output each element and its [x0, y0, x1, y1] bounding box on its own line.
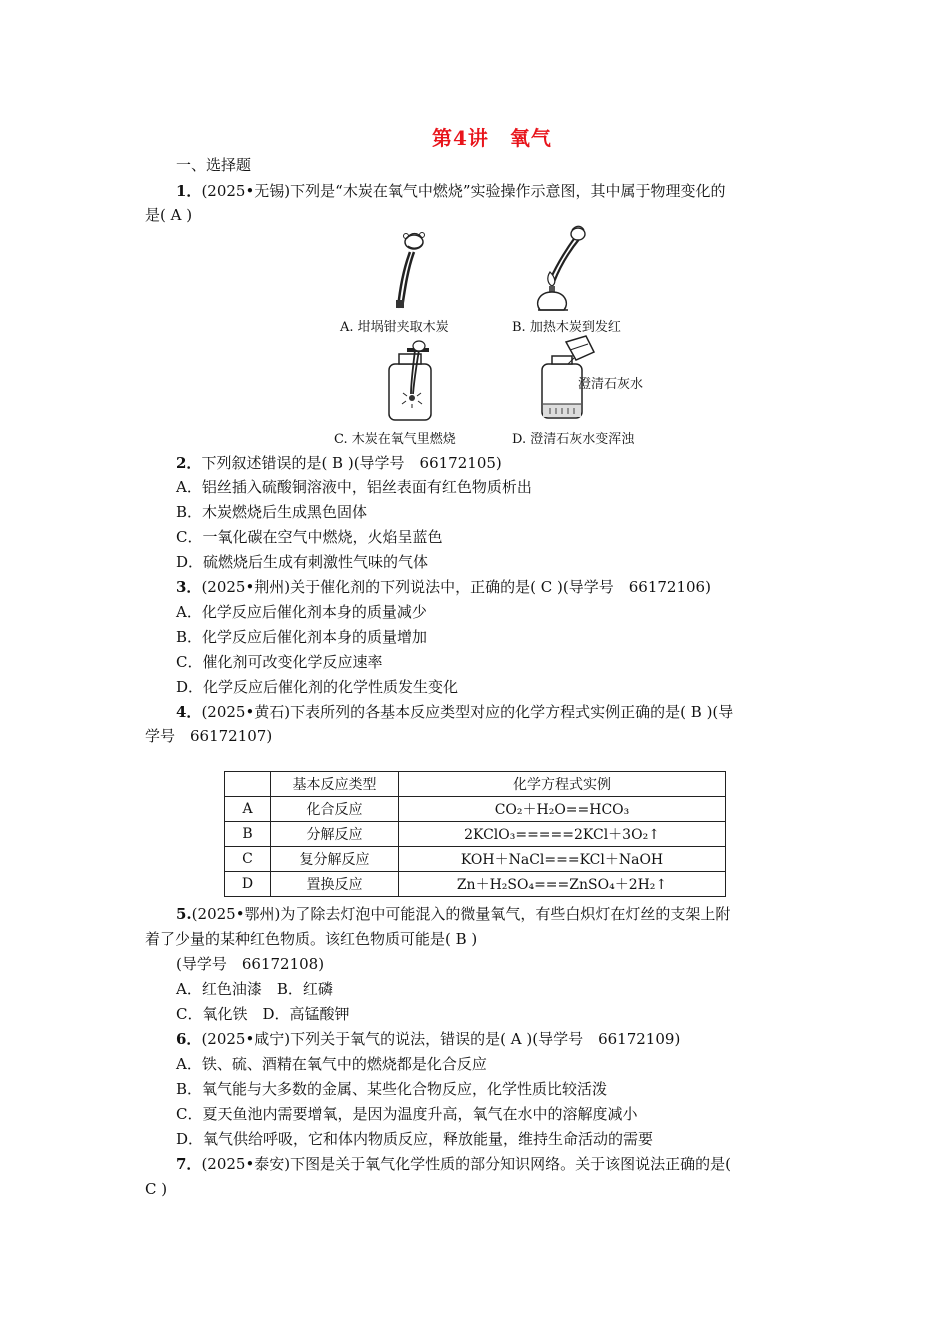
q2-stem: 2．下列叙述错误的是( B )(导学号 66172105): [176, 454, 502, 472]
table-cell: 复分解反应: [271, 847, 399, 872]
q1-stem-line2: 是( A ): [145, 206, 193, 224]
table-cell: B: [225, 822, 271, 847]
table-header-cell: 基本反应类型: [271, 772, 399, 797]
figure-b-caption: B. 加热木炭到发红: [512, 320, 621, 335]
page-title: 第4讲 氧气: [432, 126, 552, 150]
q6-option-d: D．氧气供给呼吸，它和体内物质反应，释放能量，维持生命活动的需要: [176, 1130, 654, 1148]
q4-stem-line2: 学号 66172107): [145, 727, 273, 745]
table-cell: CO₂＋H₂O==HCO₃: [399, 797, 726, 822]
q7-number: 7．: [176, 1155, 202, 1173]
reaction-table: [224, 771, 726, 897]
table-row: [225, 797, 726, 822]
q7-stem-line2: C ): [145, 1180, 168, 1198]
table-row: [225, 872, 726, 897]
q4-stem-line1: 4．(2025•黄石)下表所列的各基本反应类型对应的化学方程式实例正确的是( B )(导: [176, 703, 734, 721]
table-cell: Zn＋H₂SO₄===ZnSO₄＋2H₂↑: [399, 872, 726, 897]
q1-number: 1．: [176, 182, 202, 200]
q3-option-c: C．催化剂可改变化学反应速率: [176, 653, 383, 671]
q3-stem: 3．(2025•荆州)关于催化剂的下列说法中，正确的是( C )(导学号 66172106): [176, 578, 711, 596]
q2-option-d: D．硫燃烧后生成有刺激性气味的气体: [176, 553, 429, 571]
table-header-cell: [225, 772, 271, 797]
q5-stem-line2: 着了少量的某种红色物质。该红色物质可能是( B ): [145, 930, 478, 948]
figure-d-caption: D. 澄清石灰水变浑浊: [512, 432, 635, 447]
q1-stem-line1: 1．(2025•无锡)下列是“木炭在氧气中燃烧”实验操作示意图，其中属于物理变化的: [176, 182, 726, 200]
q6-stem: 6．(2025•咸宁)下列关于氧气的说法，错误的是( A )(导学号 66172109): [176, 1030, 681, 1048]
figure-c-burning: [385, 338, 439, 422]
q2-option-b: B．木炭燃烧后生成黑色固体: [176, 503, 368, 521]
q5-options-cd: C．氧化铁 D．高锰酸钾: [176, 1005, 350, 1023]
q5-stem-line3: (导学号 66172108): [176, 955, 325, 973]
q2-option-a: A．铝丝插入硫酸铜溶液中，铝丝表面有红色物质析出: [176, 478, 532, 496]
q4-number: 4．: [176, 703, 202, 721]
figure-c-caption: C. 木炭在氧气里燃烧: [334, 432, 456, 447]
table-cell: 置换反应: [271, 872, 399, 897]
table-row: [225, 822, 726, 847]
q6-number: 6．: [176, 1030, 202, 1048]
table-cell: 分解反应: [271, 822, 399, 847]
q6-option-c: C．夏天鱼池内需要增氧，是因为温度升高，氧气在水中的溶解度减小: [176, 1105, 638, 1123]
table-cell: 2KClO₃=====2KCl＋3O₂↑: [399, 822, 726, 847]
table-cell: C: [225, 847, 271, 872]
table-cell: D: [225, 872, 271, 897]
figure-a-caption: A. 坩埚钳夹取木炭: [340, 320, 449, 335]
q5-options-ab: A．红色油漆 B．红磷: [176, 980, 333, 998]
table-header-row: [225, 772, 726, 797]
table-cell: 化合反应: [271, 797, 399, 822]
q6-option-b: B．氧气能与大多数的金属、某些化合物反应，化学性质比较活泼: [176, 1080, 608, 1098]
q5-number: 5.: [176, 905, 192, 923]
q2-option-c: C．一氧化碳在空气中燃烧，火焰呈蓝色: [176, 528, 443, 546]
q2-number: 2．: [176, 454, 202, 472]
table-row: [225, 847, 726, 872]
table-cell: A: [225, 797, 271, 822]
q3-option-b: B．化学反应后催化剂本身的质量增加: [176, 628, 428, 646]
q6-option-a: A．铁、硫、酒精在氧气中的燃烧都是化合反应: [176, 1055, 487, 1073]
table-cell: KOH＋NaCl===KCl＋NaOH: [399, 847, 726, 872]
table-header-cell: 化学方程式实例: [399, 772, 726, 797]
q3-option-a: A．化学反应后催化剂本身的质量减少: [176, 603, 427, 621]
figure-d-label: 澄清石灰水: [578, 377, 644, 392]
q3-number: 3．: [176, 578, 202, 596]
q7-stem-line1: 7．(2025•泰安)下图是关于氧气化学性质的部分知识网络。关于该图说法正确的是(: [176, 1155, 732, 1173]
q3-option-d: D．化学反应后催化剂的化学性质发生变化: [176, 678, 459, 696]
figure-b-heating: [528, 222, 590, 312]
section-heading: 一、选择题: [176, 156, 252, 174]
q5-stem-line1: 5.(2025•鄂州)为了除去灯泡中可能混入的微量氧气，有些白炽灯在灯丝的支架上附: [176, 905, 731, 923]
figure-a-tongs: [388, 228, 438, 310]
